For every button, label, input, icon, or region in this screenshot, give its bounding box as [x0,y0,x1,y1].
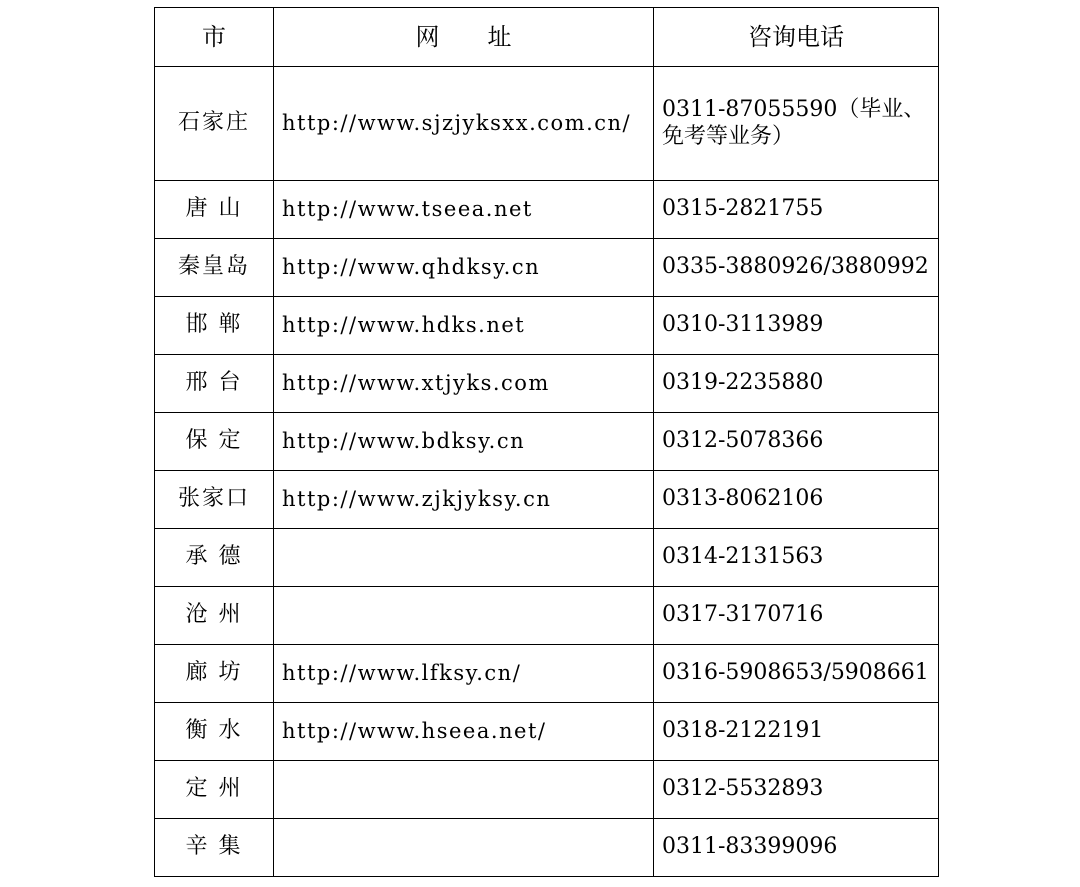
phone-cell: 0312-5532893 [654,761,939,819]
city-cell: 衡 水 [155,703,274,761]
url-cell-empty [274,819,654,877]
header-city: 市 [155,8,274,67]
city-cell: 张家口 [155,471,274,529]
url-link[interactable]: http://www.hseea.net/ [274,703,654,761]
header-url: 网 址 [274,8,654,67]
phone-cell: 0310-3113989 [654,297,939,355]
city-cell: 邯 郸 [155,297,274,355]
table-row [155,67,939,181]
table-row [155,181,939,239]
city-cell: 秦皇岛 [155,239,274,297]
city-cell: 承 德 [155,529,274,587]
table-row [155,239,939,297]
url-link[interactable]: http://www.qhdksy.cn [274,239,654,297]
city-cell: 廊 坊 [155,645,274,703]
table-row [155,761,939,819]
city-cell: 邢 台 [155,355,274,413]
table-row [155,587,939,645]
city-cell: 定 州 [155,761,274,819]
table-header-row [155,8,939,67]
phone-cell: 0311-83399096 [654,819,939,877]
url-link[interactable]: http://www.xtjyks.com [274,355,654,413]
city-cell: 辛 集 [155,819,274,877]
url-link[interactable]: http://www.lfksy.cn/ [274,645,654,703]
table-row [155,819,939,877]
phone-cell: 0318-2122191 [654,703,939,761]
url-cell-empty [274,761,654,819]
city-cell: 石家庄 [155,67,274,181]
table-row [155,355,939,413]
phone-cell: 0314-2131563 [654,529,939,587]
city-cell: 唐 山 [155,181,274,239]
phone-cell: 0316-5908653/5908661 [654,645,939,703]
phone-cell: 0313-8062106 [654,471,939,529]
url-link[interactable]: http://www.bdksy.cn [274,413,654,471]
phone-cell: 0319-2235880 [654,355,939,413]
contact-table [154,7,939,877]
table-row [155,297,939,355]
phone-cell: 0335-3880926/3880992 [654,239,939,297]
table-row [155,645,939,703]
city-cell: 保 定 [155,413,274,471]
table-row [155,413,939,471]
table-row [155,703,939,761]
url-link[interactable]: http://www.tseea.net [274,181,654,239]
url-cell-empty [274,587,654,645]
url-cell-empty [274,529,654,587]
phone-cell: 0315-2821755 [654,181,939,239]
url-link[interactable]: http://www.hdks.net [274,297,654,355]
phone-cell: 0312-5078366 [654,413,939,471]
city-cell: 沧 州 [155,587,274,645]
header-phone: 咨询电话 [654,8,939,67]
url-link[interactable]: http://www.sjzjyksxx.com.cn/ [274,67,654,181]
table-row [155,529,939,587]
phone-cell: 0317-3170716 [654,587,939,645]
phone-cell: 0311-87055590（毕业、免考等业务） [654,67,939,181]
url-link[interactable]: http://www.zjkjyksy.cn [274,471,654,529]
table-row [155,471,939,529]
